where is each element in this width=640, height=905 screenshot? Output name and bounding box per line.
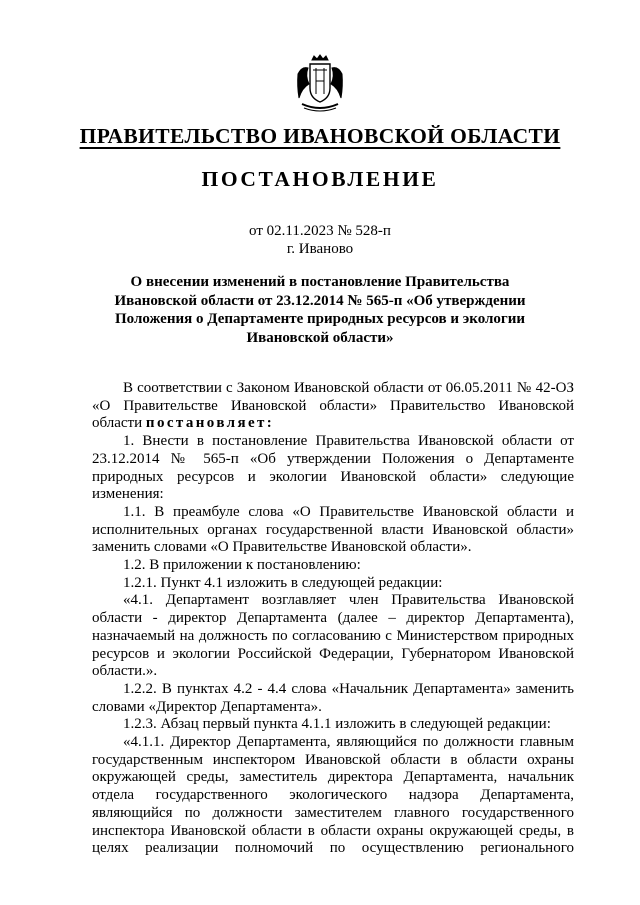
organization-title: ПРАВИТЕЛЬСТВО ИВАНОВСКОЙ ОБЛАСТИ: [79, 124, 561, 148]
body-paragraph: 1.2.2. В пунктах 4.2 - 4.4 слова «Начальник Департамента» заменить словами «Директор Департамента».: [92, 680, 574, 715]
decree-word: постановляет:: [145, 415, 275, 432]
preamble-text: В соответствии с Законом Ивановской области от 06.05.2011 № 42-ОЗ «О Правительстве Ивановской области» Правительство Ивановской области: [92, 380, 574, 432]
body-paragraph: 1.2. В приложении к постановлению:: [123, 557, 361, 574]
document-city: г. Иваново: [286, 241, 354, 257]
body-paragraph: 1.2.3. Абзац первый пункта 4.1.1 изложить в следующей редакции:: [123, 716, 551, 733]
document-type-heading: ПОСТАНОВЛЕНИЕ: [201, 167, 439, 191]
body-paragraph: «4.1. Департамент возглавляет член Правительства Ивановской области - директор Департамента (далее – директор Департамента), назначаемый на должность по согласованию с Министерством природных ресурсов и экологии Российской Федерации, Губернатором Ивановской области.».: [92, 592, 574, 680]
document-subject-title: О внесении изменений в постановление Правительства Ивановской области от 23.12.2014 № 565-п «Об утверждении Положения о Департаменте природных ресурсов и экологии Ивановской области»: [114, 274, 526, 346]
coat-of-arms-emblem: [296, 54, 344, 114]
preamble-paragraph: [92, 380, 574, 433]
body-paragraph: «4.1.1. Директор Департамента, являющийся по должности главным государственным инспектором Ивановской области в области охраны окружающей среды, заместитель директора Департамента, начальник отдела государственного экологического надзора Департамента, являющийся по должности заместителем главного государственного инспектора Ивановской области в области охраны окружающей среды, в целях реализации полномочий по осуществлению регионального: [92, 734, 574, 857]
document-date-number: от 02.11.2023 № 528-п: [249, 223, 391, 239]
date-and-place-block: [0, 222, 640, 258]
body-paragraph: 1.2.1. Пункт 4.1 изложить в следующей редакции:: [123, 574, 443, 591]
body-paragraph: 1. Внести в постановление Правительства Ивановской области от 23.12.2014 № 565-п «Об утверждении Положения о Департаменте природных ресурсов и экологии Ивановской области» следующие изменения:: [92, 433, 574, 503]
body-paragraph: 1.1. В преамбуле слова «О Правительстве Ивановской области и исполнительных органах государственной власти Ивановской области» заменить словами «О Правительстве Ивановской области».: [92, 503, 574, 556]
document-body: [92, 380, 574, 858]
